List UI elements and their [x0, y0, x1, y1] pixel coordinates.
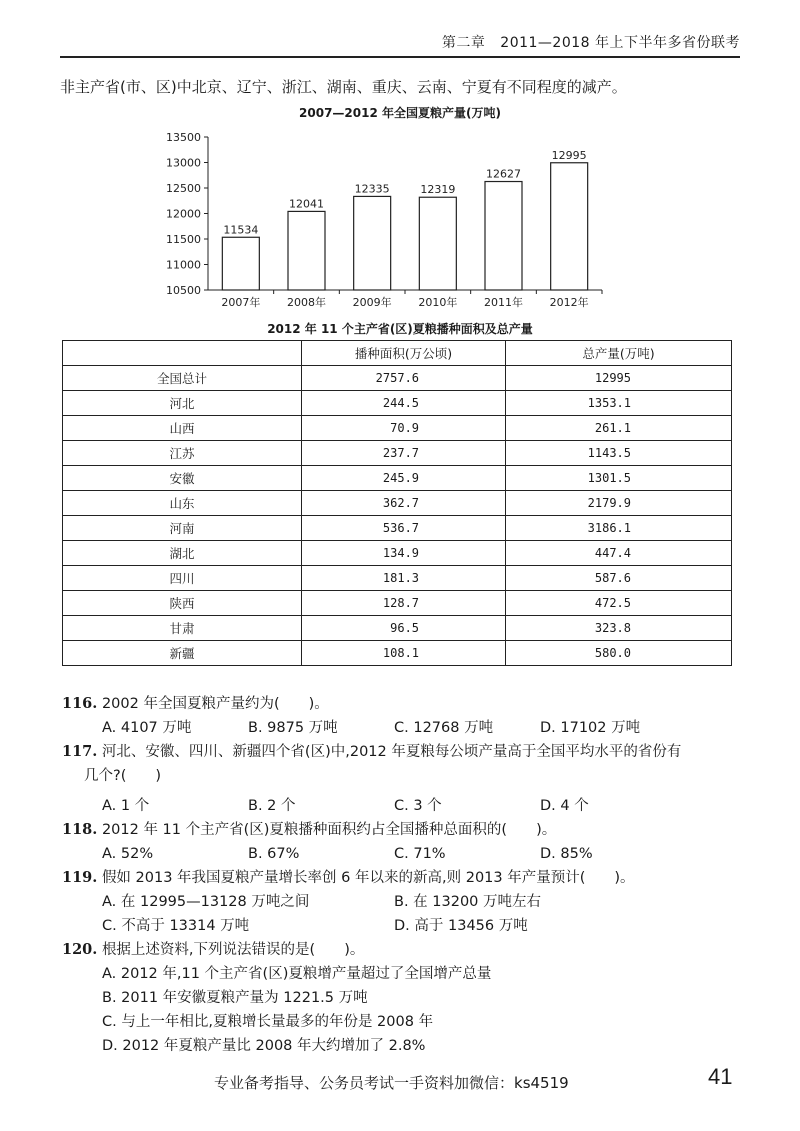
options-119-row2: [62, 914, 742, 938]
question-list: [62, 692, 742, 1058]
question-text: 根据上述资料,下列说法错误的是( )。: [101, 942, 365, 958]
output-cell: 261.1: [506, 416, 732, 441]
table-row: [63, 441, 732, 466]
output-cell: 1301.5: [506, 466, 732, 491]
option-a[interactable]: A. 1 个: [102, 798, 150, 814]
area-cell: 245.9: [302, 466, 506, 491]
data-table: [62, 340, 732, 666]
option-d[interactable]: D. 4 个: [540, 798, 589, 814]
question-number: 116.: [62, 695, 98, 712]
area-cell: 237.7: [302, 441, 506, 466]
question-117-continued: 几个?( ): [84, 768, 162, 784]
output-cell: 1143.5: [506, 441, 732, 466]
question-text: 2012 年 11 个主产省(区)夏粮播种面积约占全国播种总面积的( )。: [101, 822, 557, 838]
y-tick-label: 12500: [166, 182, 201, 195]
option-d[interactable]: D. 2012 年夏粮产量比 2008 年大约增加了 2.8%: [102, 1038, 426, 1054]
question-number: 117.: [62, 743, 98, 760]
y-tick-label: 13500: [166, 131, 201, 144]
question-text: 河北、安徽、四川、新疆四个省(区)中,2012 年夏粮每公顷产量高于全国平均水平的省份有: [101, 744, 682, 760]
question-number: 120.: [62, 941, 98, 958]
area-cell: 108.1: [302, 641, 506, 666]
bar-value-label: 12335: [354, 182, 390, 196]
y-tick-label: 10500: [166, 284, 201, 297]
region-cell: 安徽: [63, 466, 302, 491]
table-title: 2012 年 11 个主产省(区)夏粮播种面积及总产量: [267, 322, 533, 336]
output-cell: 2179.9: [506, 491, 732, 516]
question-116: [62, 692, 742, 716]
options-116: [62, 716, 742, 740]
area-cell: 362.7: [302, 491, 506, 516]
bar: [485, 182, 522, 290]
area-cell: 2757.6: [302, 366, 506, 391]
output-cell: 587.6: [506, 566, 732, 591]
option-c[interactable]: C. 不高于 13314 万吨: [102, 918, 250, 934]
bar: [288, 211, 325, 290]
bar: [551, 163, 588, 290]
question-118: [62, 818, 742, 842]
header-cell-output: 总产量(万吨): [506, 341, 732, 366]
table-row: [63, 516, 732, 541]
x-tick-label: 2007年: [221, 296, 261, 309]
page-header: [430, 32, 740, 52]
table-row: [63, 641, 732, 666]
region-cell: 河北: [63, 391, 302, 416]
table-row: [63, 416, 732, 441]
area-cell: 244.5: [302, 391, 506, 416]
area-cell: 70.9: [302, 416, 506, 441]
option-a[interactable]: A. 4107 万吨: [102, 720, 192, 736]
footer-text: 专业备考指导、公务员考试一手资料加微信：ks4519: [214, 1074, 569, 1092]
output-cell: 472.5: [506, 591, 732, 616]
region-cell: 山西: [63, 416, 302, 441]
table-row: [63, 566, 732, 591]
chapter-label: 第二章: [441, 35, 486, 51]
area-cell: 181.3: [302, 566, 506, 591]
area-cell: 96.5: [302, 616, 506, 641]
x-tick-label: 2012年: [549, 296, 589, 309]
bar-chart: [150, 125, 610, 315]
output-cell: 323.8: [506, 616, 732, 641]
question-119: [62, 866, 742, 890]
x-tick-label: 2009年: [352, 296, 392, 309]
chapter-title: 2011—2018 年上下半年多省份联考: [500, 35, 740, 51]
option-d[interactable]: D. 高于 13456 万吨: [394, 918, 528, 934]
bar: [419, 197, 456, 290]
table-row: [63, 591, 732, 616]
table-row: [63, 541, 732, 566]
output-cell: 447.4: [506, 541, 732, 566]
region-cell: 山东: [63, 491, 302, 516]
option-c[interactable]: C. 71%: [394, 846, 446, 862]
x-tick-label: 2010年: [418, 296, 458, 309]
option-c[interactable]: C. 3 个: [394, 798, 442, 814]
table-header-row: [63, 341, 732, 366]
region-cell: 全国总计: [63, 366, 302, 391]
bar: [354, 196, 391, 290]
region-cell: 湖北: [63, 541, 302, 566]
option-b[interactable]: B. 2011 年安徽夏粮产量为 1221.5 万吨: [102, 990, 368, 1006]
table-row: [63, 616, 732, 641]
bar: [222, 237, 259, 290]
bar-value-label: 12041: [289, 197, 324, 211]
y-tick-label: 11000: [166, 258, 201, 272]
option-a[interactable]: A. 在 12995—13128 万吨之间: [102, 894, 310, 910]
y-tick-label: 13000: [166, 156, 201, 170]
options-119-row1: [62, 890, 742, 914]
region-cell: 新疆: [63, 641, 302, 666]
table-row: [63, 466, 732, 491]
region-cell: 陕西: [63, 591, 302, 616]
output-cell: 12995: [506, 366, 732, 391]
output-cell: 580.0: [506, 641, 732, 666]
option-a[interactable]: A. 52%: [102, 846, 154, 862]
bar-value-label: 11534: [223, 223, 259, 237]
y-tick-label: 11500: [166, 233, 201, 246]
header-cell-area: 播种面积(万公顷): [302, 341, 506, 366]
header-cell-region: [63, 341, 302, 366]
output-cell: 3186.1: [506, 516, 732, 541]
area-cell: 134.9: [302, 541, 506, 566]
header-divider: [60, 56, 740, 58]
x-tick-label: 2011年: [484, 296, 523, 309]
options-117: [62, 794, 742, 818]
option-c[interactable]: C. 与上一年相比,夏粮增长量最多的年份是 2008 年: [102, 1014, 434, 1030]
question-117: [62, 740, 742, 764]
region-cell: 甘肃: [63, 616, 302, 641]
region-cell: 河南: [63, 516, 302, 541]
table-row: [63, 366, 732, 391]
intro-text: 非主产省(市、区)中北京、辽宁、浙江、湖南、重庆、云南、宁夏有不同程度的减产。: [60, 78, 627, 96]
option-c[interactable]: C. 12768 万吨: [394, 720, 494, 736]
bar-value-label: 12995: [551, 148, 587, 162]
page-number: 41: [708, 1064, 733, 1089]
question-text: 假如 2013 年我国夏粮产量增长率创 6 年以来的新高,则 2013 年产量预计( )。: [101, 870, 635, 886]
option-b[interactable]: B. 2 个: [248, 798, 296, 814]
bar-value-label: 12627: [486, 167, 521, 181]
option-d[interactable]: D. 85%: [540, 846, 593, 862]
question-number: 118.: [62, 821, 98, 838]
area-cell: 536.7: [302, 516, 506, 541]
table-row: [63, 391, 732, 416]
option-d[interactable]: D. 17102 万吨: [540, 720, 641, 736]
region-cell: 江苏: [63, 441, 302, 466]
x-tick-label: 2008年: [287, 296, 326, 309]
question-number: 119.: [62, 869, 98, 886]
output-cell: 1353.1: [506, 391, 732, 416]
option-b[interactable]: B. 在 13200 万吨左右: [394, 894, 542, 910]
option-b[interactable]: B. 9875 万吨: [248, 720, 338, 736]
y-tick-label: 12000: [166, 207, 201, 221]
option-b[interactable]: B. 67%: [248, 846, 300, 862]
option-a[interactable]: A. 2012 年,11 个主产省(区)夏粮增产量超过了全国增产总量: [102, 966, 492, 982]
chart-title: 2007—2012 年全国夏粮产量(万吨): [299, 106, 501, 120]
area-cell: 128.7: [302, 591, 506, 616]
region-cell: 四川: [63, 566, 302, 591]
question-120: [62, 938, 742, 962]
table-row: [63, 491, 732, 516]
bar-value-label: 12319: [420, 183, 456, 197]
question-text: 2002 年全国夏粮产量约为( )。: [101, 696, 329, 712]
options-118: [62, 842, 742, 866]
